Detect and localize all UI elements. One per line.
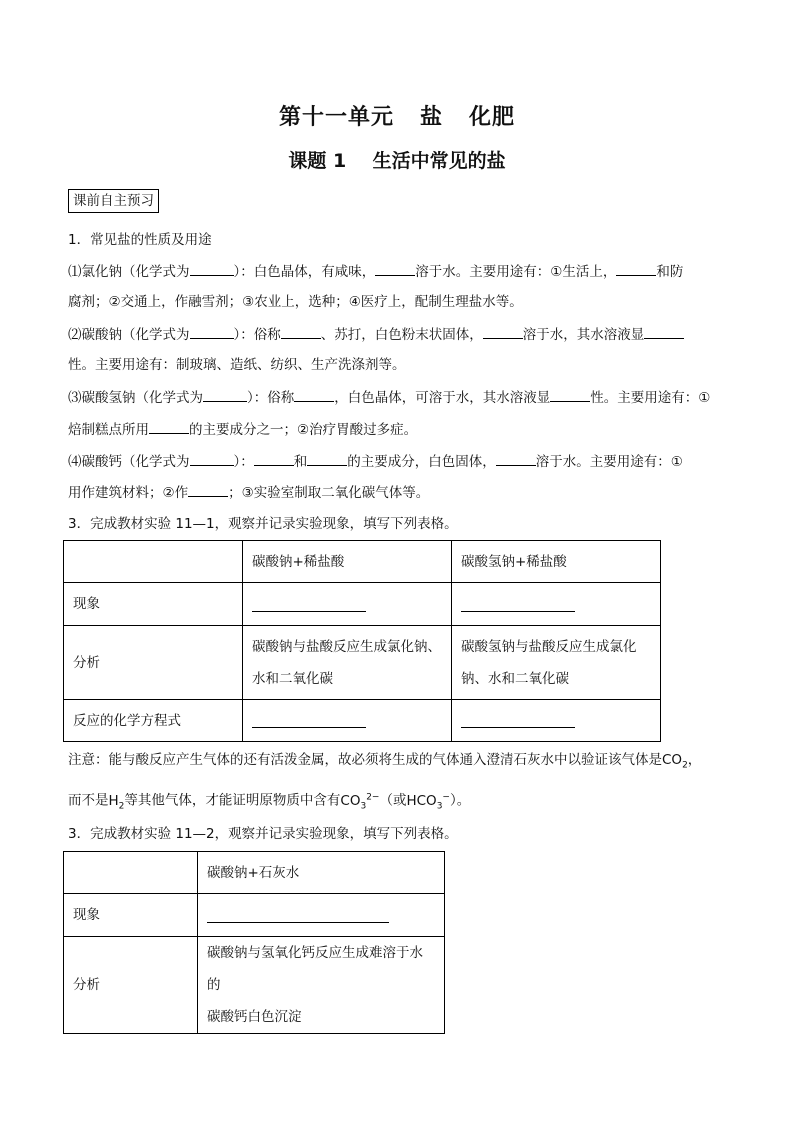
caco3-source2-blank[interactable] [307, 451, 347, 466]
nacl-solubility-blank[interactable] [375, 261, 415, 276]
intro-heading: 1．常见盐的性质及用途 [68, 232, 212, 248]
caco3-line-2: 用作建筑材料；②作 ；③实验室制取二氧化碳气体等。 [68, 482, 429, 503]
na2co3-common-name-blank[interactable] [281, 324, 321, 339]
carbonate-formula: $CO_3^{2-}$ [340, 792, 380, 812]
nahco3-line-2: 焙制糕点所用 的主要成分之一；②治疗胃酸过多症。 [68, 419, 417, 440]
na2co3-line-1: ⑵碳酸钠（化学式为 ）：俗称 、苏打，白色粉末状固体， 溶于水，其水溶液显 [68, 324, 684, 345]
experiment-table-1 [63, 540, 661, 742]
section-label: 课前自主预习 [68, 189, 159, 213]
table2-phenomenon-cell [198, 894, 445, 937]
experiment-table-2 [63, 851, 445, 1034]
page-title: 第十一单元 盐 化肥 [279, 105, 515, 130]
bicarbonate-formula: $HCO_3^-$ [406, 792, 450, 812]
nahco3-formula-blank[interactable] [203, 387, 247, 402]
caco3-use-blank[interactable] [188, 482, 228, 497]
table1-equation-cell [243, 700, 452, 742]
nahco3-common-name-blank[interactable] [294, 387, 334, 402]
na2co3-solubility-blank[interactable] [483, 324, 523, 339]
equation-blank-1[interactable] [252, 713, 366, 728]
phenomenon-blank-2[interactable] [461, 597, 575, 612]
table1-row-header: 分析 [64, 626, 243, 700]
table1-heading: 3．完成教材实验 11—1，观察并记录实验现象，填写下列表格。 [68, 516, 458, 532]
table1-equation-cell [452, 700, 661, 742]
caco3-line-1: ⑷碳酸钙（化学式为 ）： 和 的主要成分，白色固体， 溶于水。主要用途有：① [68, 451, 683, 472]
table1-col-header: 碳酸钠+稀盐酸 [243, 541, 452, 583]
table1-row-header: 反应的化学方程式 [64, 700, 243, 742]
table1-analysis-cell: 碳酸氢钠与盐酸反应生成氯化 钠、水和二氧化碳 [452, 626, 661, 700]
na2co3-formula-blank[interactable] [190, 324, 234, 339]
equation-blank-2[interactable] [461, 713, 575, 728]
table2-col-header: 碳酸钠+石灰水 [198, 852, 445, 894]
nacl-line-2: 腐剂；②交通上，作融雪剂；③农业上，选种；④医疗上，配制生理盐水等。 [68, 294, 523, 310]
co2-formula: $CO_2$ [662, 752, 688, 771]
h2-formula: $H_2$ [108, 792, 125, 812]
caco3-source1-blank[interactable] [254, 451, 294, 466]
table1-phenomenon-cell [243, 583, 452, 626]
nacl-formula-blank[interactable] [190, 261, 234, 276]
table2-analysis-cell: 碳酸钠与氢氧化钙反应生成难溶于水的 碳酸钙白色沉淀 [198, 937, 445, 1034]
table2-heading: 3．完成教材实验 11—2，观察并记录实验现象，填写下列表格。 [68, 826, 458, 842]
table1-analysis-cell: 碳酸钠与盐酸反应生成氯化钠、 水和二氧化碳 [243, 626, 452, 700]
na2co3-line-2: 性。主要用途有：制玻璃、造纸、纺织、生产洗涤剂等。 [68, 357, 406, 373]
table2-row-header: 现象 [64, 894, 198, 937]
table2-corner-cell [64, 852, 198, 894]
caco3-formula-blank[interactable] [190, 451, 234, 466]
table1-col-header: 碳酸氢钠+稀盐酸 [452, 541, 661, 583]
table1-corner-cell [64, 541, 243, 583]
phenomenon-blank-1[interactable] [252, 597, 366, 612]
note-line-1: 注意：能与酸反应产生气体的还有活泼金属，故必须将生成的气体通入澄清石灰水中以验证该气体是$CO_2$， [68, 752, 702, 771]
phenomenon-blank-3[interactable] [207, 908, 389, 923]
table1-phenomenon-cell [452, 583, 661, 626]
page-subtitle: 课题 1 生活中常见的盐 [288, 150, 506, 172]
nahco3-baking-blank[interactable] [149, 419, 189, 434]
nahco3-ph-blank[interactable] [550, 387, 590, 402]
note-line-2: 而不是$H_2$等其他气体，才能证明原物质中含有$CO_3^{2-}$（或$HCO_3^-$）。 [68, 792, 471, 812]
nacl-line-1: ⑴氯化钠（化学式为 ）：白色晶体，有咸味， 溶于水。主要用途有：①生活上， 和防 [68, 261, 683, 282]
nacl-use-blank[interactable] [616, 261, 656, 276]
na2co3-ph-blank[interactable] [644, 324, 684, 339]
nahco3-line-1: ⑶碳酸氢钠（化学式为 ）：俗称 ，白色晶体，可溶于水，其水溶液显 性。主要用途有：① [68, 387, 710, 408]
table2-row-header: 分析 [64, 937, 198, 1034]
caco3-solubility-blank[interactable] [496, 451, 536, 466]
table1-row-header: 现象 [64, 583, 243, 626]
